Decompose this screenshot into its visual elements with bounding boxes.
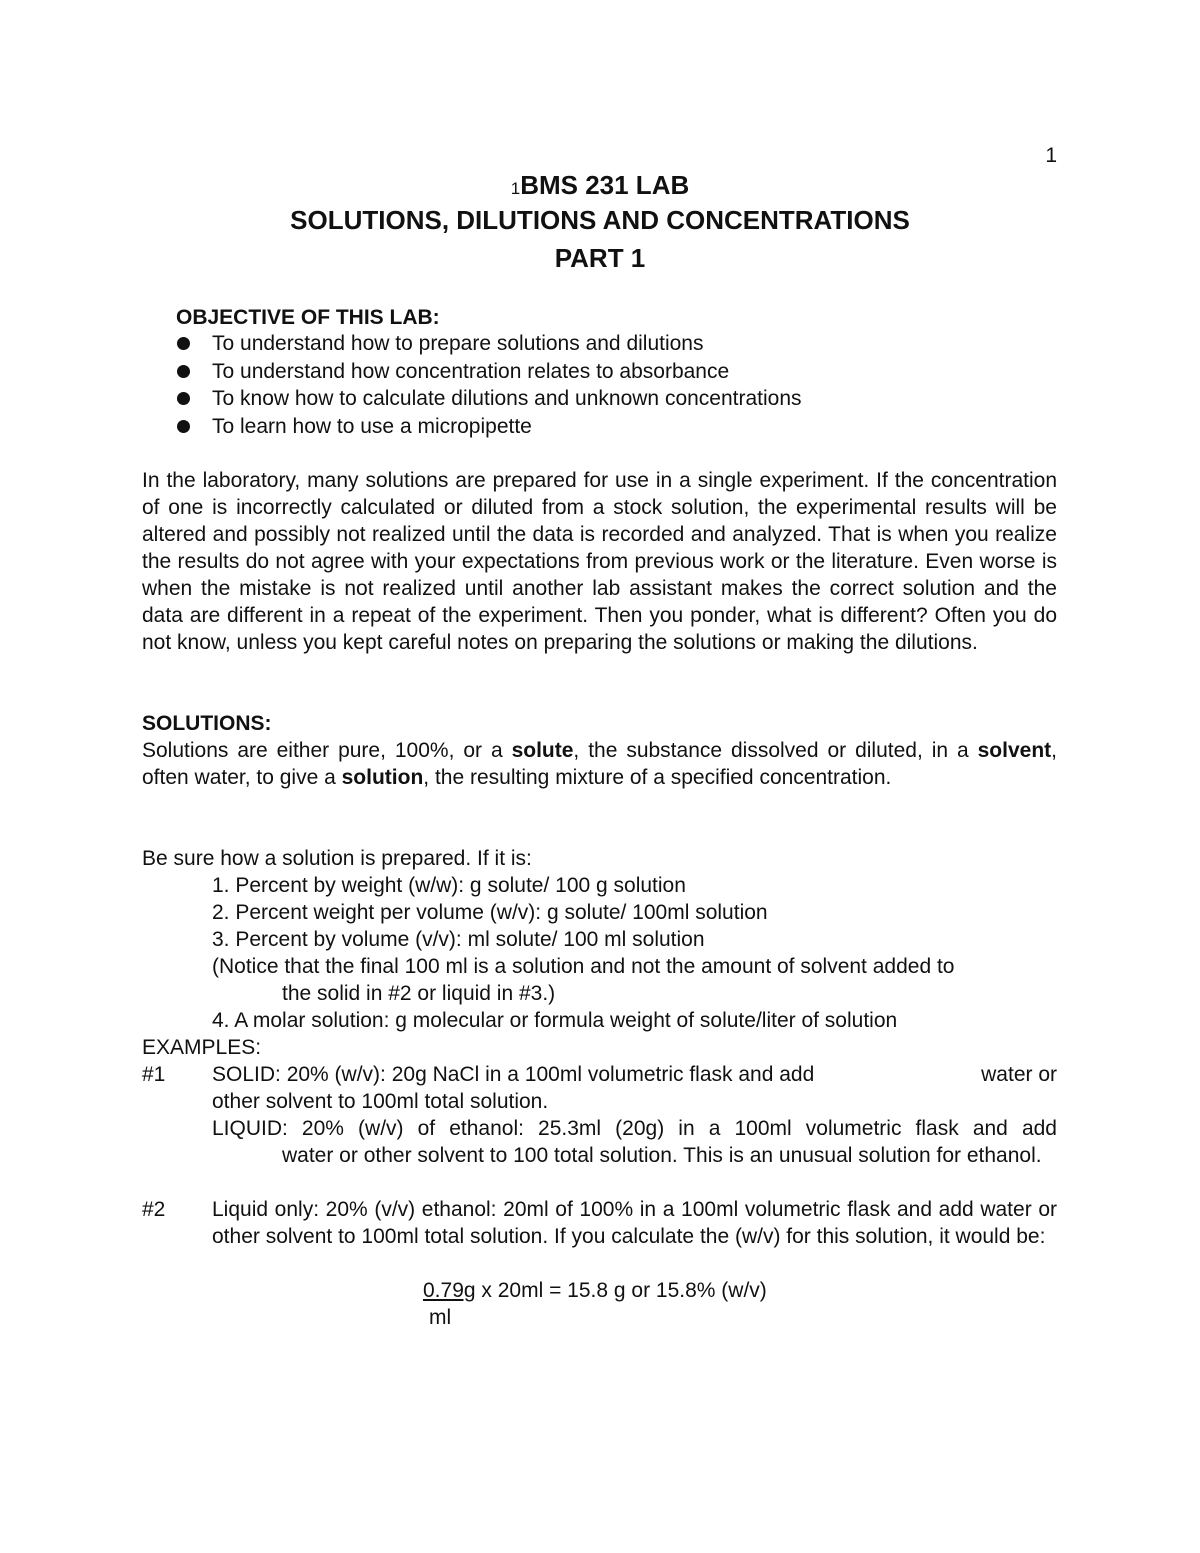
intro-paragraph: In the laboratory, many solutions are prepared for use in a single experiment. If the concentration of one is incorrectly calculated or diluted from a stock solution, the experimental results will be altered and possibly not realized until the data is recorded and analyzed. That is when you realize the results do not agree with your expectations from previous work or the literature. Even worse is when the mistake is not realized until another lab assistant makes the correct solution and the data are different in a repeat of the experiment. Then you ponder, what is different? Often you do not know, unless you kept careful notes on preparing the solutions or making the dilutions. (142, 469, 1057, 654)
example-number: #1 (142, 1063, 166, 1086)
example-solid-continued: other solvent to 100ml total solution. (212, 1090, 549, 1113)
objective-item (176, 413, 802, 441)
solutions-text: , often water, to give a (142, 739, 1057, 789)
example-solid-text-end: water or (981, 1063, 1057, 1086)
objective-heading: OBJECTIVE OF THIS LAB: (176, 306, 440, 329)
calculation-denominator: ml (429, 1306, 452, 1329)
document-subtitle: SOLUTIONS, DILUTIONS AND CONCENTRATIONS (290, 205, 910, 235)
page-number: 1 (1045, 144, 1057, 167)
bullet-icon (177, 365, 190, 378)
objective-item-text: To learn how to use a micropipette (212, 414, 532, 438)
objective-item-text: To understand how to prepare solutions and dilutions (212, 332, 704, 355)
example-solid-line (212, 1061, 1057, 1088)
objective-item (176, 385, 802, 413)
calculation-numerator: 0.79g (423, 1279, 476, 1302)
objective-item-text: To understand how concentration relates to absorbance (212, 359, 730, 383)
calculation-result: x 20ml = 15.8 g or 15.8% (w/v) (475, 1279, 767, 1302)
method-item: 3. Percent by volume (v/v): ml solute/ 100 ml solution (212, 928, 705, 951)
bullet-icon (177, 392, 190, 405)
document-title (0, 172, 1200, 202)
document-part: PART 1 (554, 243, 646, 273)
method-item: 1. Percent by weight (w/w): g solute/ 100 g solution (212, 874, 686, 897)
title-course: BMS 231 LAB (520, 170, 690, 200)
example-solid-text: SOLID: 20% (w/v): 20g NaCl in a 100ml volumetric flask and add (212, 1063, 815, 1086)
objective-item-text: To know how to calculate dilutions and unknown concentrations (212, 387, 802, 410)
title-footnote-marker: 1 (510, 179, 521, 198)
bullet-icon (177, 337, 190, 350)
solutions-text: Solutions are either pure, 100%, or a (142, 739, 512, 762)
solutions-paragraph (142, 737, 1057, 791)
objective-item (176, 330, 802, 358)
notice-text-continued: the solid in #2 or liquid in #3.) (282, 982, 556, 1005)
bullet-icon (177, 420, 190, 433)
term-solution: solution (341, 766, 424, 789)
example-number: #2 (142, 1198, 166, 1221)
examples-label: EXAMPLES: (142, 1036, 262, 1059)
method-item: 2. Percent weight per volume (w/v): g solute/ 100ml solution (212, 901, 768, 924)
objective-item (176, 358, 802, 386)
objective-list (176, 330, 802, 440)
example-liquid-continued: water or other solvent to 100 total solution. This is an unusual solution for ethanol. (282, 1144, 1042, 1167)
solutions-heading: SOLUTIONS: (142, 712, 272, 735)
notice-text: (Notice that the final 100 ml is a solution and not the amount of solvent added to (212, 955, 955, 978)
example-liquid-line: LIQUID: 20% (w/v) of ethanol: 25.3ml (20g) in a 100ml volumetric flask and add (212, 1117, 1057, 1140)
solutions-text: , the resulting mixture of a specified concentration. (423, 766, 892, 789)
solutions-text: , the substance dissolved or diluted, in a (573, 739, 978, 762)
term-solvent: solvent (977, 739, 1052, 762)
method-item: 4. A molar solution: g molecular or formula weight of solute/liter of solution (212, 1009, 898, 1032)
example-2-text: Liquid only: 20% (v/v) ethanol: 20ml of 100% in a 100ml volumetric flask and add water or other solvent to 100ml total solution. If you calculate the (w/v) for this solution, it would be: (212, 1198, 1057, 1248)
calculation (423, 1277, 767, 1304)
be-sure-text: Be sure how a solution is prepared. If it is: (142, 847, 532, 870)
term-solute: solute (511, 739, 574, 762)
